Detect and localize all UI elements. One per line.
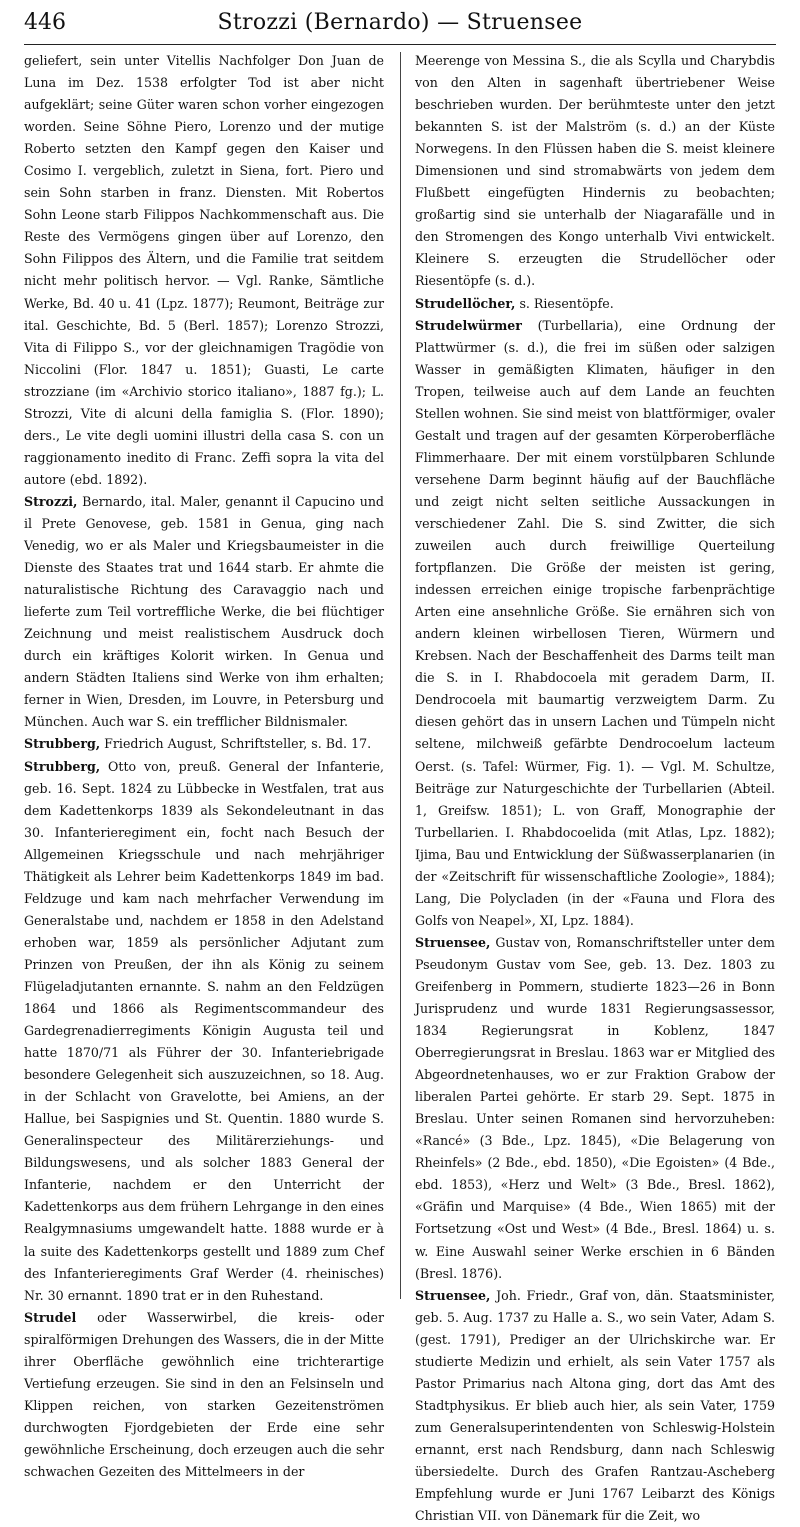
- headword-strudelwuermer: Strudelwürmer: [415, 317, 522, 333]
- entry-text-strubberg-2: Otto von, preuß. General der Infanterie, geb. 16. Sept. 1824 zu Lübbecke in Westfalen, trat aus dem Kadettenkorps 1839 als Sekondeleutnant in das 30. Infanterieregiment ein, focht nach Besuch der Allgemeinen Kriegsschule und nach mehrjähriger Thätigkeit als Lehrer beim Kadettenkorps 1849 im bad. Feldzuge und kam nach mehrfacher Verwendung im Generalstabe und, nachdem er 1858 in den Adelstand erhoben war, 1859 als persönlicher Adjutant zum Prinzen von Preußen, der ihn als König zu seinem Flügeladjutanten ernannte. S. nahm an den Feldzügen 1864 und 1866 als Regimentscommandeur des Gardegrenadierregiments Königin Augusta teil und hatte 1870/71 als Führer der 30. Infanteriebrigade besondere Gelegenheit sich auszuzeichnen, so 18. Aug. in der Schlacht von Gravelotte, bei Amiens, an der Hallue, bei Saspignies und St. Quentin. 1880 wurde S. Generalinspecteur des Militärerziehungs- und Bildungswesens, und als solcher 1883 General der Infanterie, nachdem er den Unterricht der Kadettenkorps aus dem frühern Lehrgange in den eines Realgymnasiums umgewandelt hatte. 1888 wurde er à la suite des Kadettenkorps gestellt und 1889 zum Chef des Infanterieregiments Graf Werder (4. rheinisches) Nr. 30 ernannt. 1890 trat er in den Ruhestand.: [24, 758, 384, 1303]
- headword-strubberg-2: Strubberg,: [24, 758, 101, 774]
- running-header: [24, 6, 776, 45]
- header-title: Strozzi (Bernardo) — Struensee: [217, 10, 583, 35]
- entry-text-struensee-1: Gustav von, Romanschriftsteller unter dem Pseudonym Gustav vom See, geb. 13. Dez. 1803 zu Greifenberg in Pommern, studierte 1823—26 in Bonn Jurisprudenz und wurde 1831 Regierungsassessor, 1834 Regierungsrat in Koblenz, 1847 Oberregierungsrat in Breslau. 1863 war er Mitglied des Abgeordnetenhauses, wo er zur Fraktion Grabow der liberalen Partei gehörte. Er starb 29. Sept. 1875 in Breslau. Unter seinen Romanen sind hervorzuheben: «Rancé» (3 Bde., Lpz. 1845), «Die Belagerung von Rheinfels» (2 Bde., ebd. 1850), «Die Egoisten» (4 Bde., ebd. 1853), «Herz und Welt» (3 Bde., Bresl. 1862), «Gräfin und Marquise» (4 Bde., Wien 1865) mit der Fortsetzung «Ost und West» (4 Bde., Bresl. 1864) u. s. w. Eine Auswahl seiner Werke erschien in 6 Bänden (Bresl. 1876).: [415, 934, 775, 1281]
- entry-struensee-gustav: [415, 932, 775, 1285]
- entry-strozzi-bernardo: [24, 491, 384, 734]
- headword-strudel: Strudel: [24, 1309, 77, 1325]
- headword-strozzi: Strozzi,: [24, 493, 78, 509]
- entry-strubberg-friedrich: [24, 733, 384, 755]
- entry-text-strudelwuermer: (Turbellaria), eine Ordnung der Plattwürmer (s. d.), die frei im süßen oder salzigen Wasser in gemäßigten Klimaten, häufiger in den Tropen, teilweise auch auf dem Lande an feuchten Stellen wohnen. Sie sind meist von blattförmiger, ovaler Gestalt und tragen auf der gesamten Körperoberfläche Flimmerhaare. Der mit einem vorstülpbaren Schlunde versehene Darm beginnt häufig auf der Bauchfläche und zeigt nicht selten seitliche Aussackungen in verschiedener Zahl. Die S. sind Zwitter, die sich zuweilen auch durch freiwillige Querteilung fortpflanzen. Die Größe der meisten ist gering, indessen erreichen einige tropische farbenprächtige Arten eine ansehnliche Größe. Sie ernähren sich von andern kleinen wirbellosen Tieren, Würmern und Krebsen. Nach der Beschaffenheit des Darms teilt man die S. in I. Rhabdocoela mit geradem Darm, II. Dendrocoela mit baumartig verzweigtem Darm. Zu diesen gehört das in unsern Lachen und Tümpeln nicht seltene, milchweiß gefärbte Dendrocoelum lacteum Oerst. (s. Tafel: Würmer, Fig. 1). — Vgl. M. Schultze, Beiträge zur Naturgeschichte der Turbellarien (Abteil. 1, Greifsw. 1851); L. von Graff, Monographie der Turbellarien. I. Rhabdocoelida (mit Atlas, Lpz. 1882); Ijima, Bau und Entwicklung der Süßwasserplanarien (in der «Zeitschrift für wissenschaftliche Zoologie», 1884); Lang, Die Polycladen (in der «Fauna und Flora des Golfs von Neapel», XI, Lpz. 1884).: [415, 317, 775, 928]
- page-number: 446: [24, 10, 66, 35]
- entry-text-strudel: oder Wasserwirbel, die kreis- oder spiralförmigen Drehungen des Wassers, die in der Mitte ihrer Oberfläche gewöhnlich eine trichterartige Vertiefung erzeugen. Sie sind in den an Felsinseln und Klippen reichen, von starken Gezeitenströmen durchwogten Fjordgebieten der Erde eine sehr gewöhnliche Erscheinung, doch erzeugen auch die sehr schwachen Gezeiten des Mittelmeers in der: [24, 1309, 384, 1479]
- headword-struensee-1: Struensee,: [415, 934, 491, 950]
- headword-strubberg-1: Strubberg,: [24, 736, 101, 752]
- entry-strudelloecher: [415, 293, 775, 315]
- entry-strubberg-otto: [24, 756, 384, 1307]
- entry-text-struensee-2: Joh. Friedr., Graf von, dän. Staatsminister, geb. 5. Aug. 1737 zu Halle a. S., wo sein Vater, Adam S. (gest. 1791), Prediger an der Ulrichskirche war. Er studierte Medizin und erhielt, als sein Vater 1757 als Pastor Primarius nach Altona ging, dort das Amt des Stadtphysikus. Er blieb auch hier, als sein Vater, 1759 zum Generalsuperintendenten von Schleswig-Holstein ernannt, erst nach Rendsburg, dann nach Schleswig übersiedelte. Durch des Grafen Rantzau-Ascheberg Empfehlung wurde er Juni 1767 Leibarzt des Königs Christian VII. von Dänemark für die Zeit, wo: [415, 1287, 775, 1524]
- entry-strudel: [24, 1307, 384, 1483]
- entry-strudelwuermer: [415, 315, 775, 932]
- strudel-continuation: Meerenge von Messina S., die als Scylla und Charybdis von den Alten in sagenhaft übertriebener Weise beschrieben wurden. Der berühmteste unter den jetzt bekannten S. ist der Malström (s. d.) an der Küste Norwegens. In den Flüssen haben die S. meist kleinere Dimensionen und sind stromabwärts von jedem dem Flußbett eingefügten Hindernis zu beobachten; großartig sind sie unterhalb der Niagarafälle und in den Stromengen des Kongo unterhalb Vivi entwickelt. Kleinere S. erzeugten die Strudellöcher oder Riesentöpfe (s. d.).: [415, 53, 775, 289]
- entry-text-strubberg-1: Friedrich August, Schriftsteller, s. Bd. 17.: [100, 736, 372, 752]
- entry-struensee-johann: [415, 1285, 775, 1527]
- entry-text-strozzi: Bernardo, ital. Maler, genannt il Capucino und il Prete Genovese, geb. 1581 in Genua, ging nach Venedig, wo er als Maler und Kriegsbaumeister in die Dienste des Staates trat und 1644 starb. Er ahmte die naturalistische Richtung des Caravaggio nach und lieferte zum Teil vortreffliche Werke, die bei flüchtiger Zeichnung und meist realistischem Ausdruck doch durch ein kräftiges Kolorit wirken. In Genua und andern Städten Italiens sind Werke von ihm erhalten; ferner in Wien, Dresden, im Louvre, in Petersburg und München. Auch war S. ein trefflicher Bildnismaler.: [24, 493, 384, 730]
- column-divider: [400, 52, 401, 1299]
- strozzi-filippo-continuation: geliefert, sein unter Vitellis Nachfolger Don Juan de Luna im Dez. 1538 erfolgter Tod ist aber nicht aufgeklärt; seine Güter waren schon vorher eingezogen worden. Seine Söhne Piero, Lorenzo und der mutige Roberto setzten den Kampf gegen den Kaiser und Cosimo I. vergeblich, zuletzt in Siena, fort. Piero und sein Sohn starben in franz. Diensten. Mit Robertos Sohn Leone starb Filippos Nachkommenschaft aus. Die Reste des Vermögens gingen über auf Lorenzo, den Sohn Filippos des Ältern, und die Familie trat seitdem nicht mehr politisch hervor. — Vgl. Ranke, Sämtliche Werke, Bd. 40 u. 41 (Lpz. 1877); Reumont, Beiträge zur ital. Geschichte, Bd. 5 (Berl. 1857); Lorenzo Strozzi, Vita di Filippo S., vor der gleichnamigen Tragödie von Niccolini (Flor. 1847 u. 1851); Guasti, Le carte strozziane (im «Archivio storico italiano», 1887 fg.); L. Strozzi, Vite di alcuni della famiglia S. (Flor. 1890); ders., Le vite degli uomini illustri della casa S. con un raggionamento inedito di Franc. Zeffi sopra la vita del autore (ebd. 1892).: [24, 53, 384, 487]
- headword-strudelloecher: Strudellöcher,: [415, 295, 516, 311]
- right-column: [415, 50, 775, 1527]
- left-column: [24, 50, 384, 1483]
- headword-struensee-2: Struensee,: [415, 1287, 491, 1303]
- entry-text-strudelloecher: s. Riesentöpfe.: [515, 295, 614, 311]
